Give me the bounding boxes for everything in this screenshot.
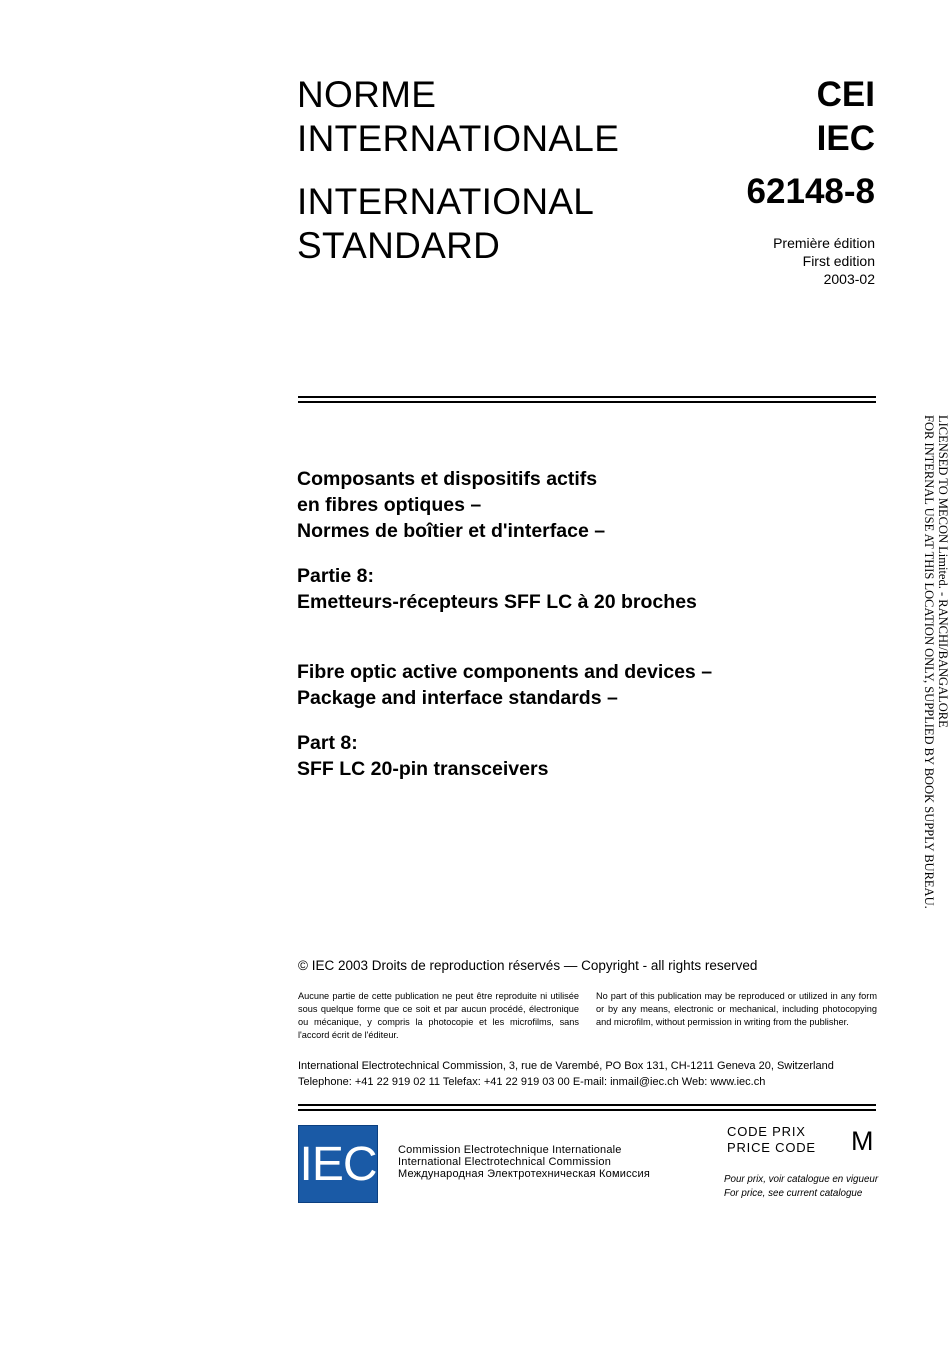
code-iec: IEC [816, 119, 875, 158]
price-code-value: M [851, 1126, 874, 1156]
subject-en-part-title: SFF LC 20-pin transceivers [297, 758, 549, 780]
subject-fr-line1: Composants et dispositifs actifs [297, 468, 598, 490]
license-stamp [922, 415, 950, 909]
copyright-notice-fr: Aucune partie de cette publication ne peut être reproduite ni utilisée sous quelque forme que ce soit et par aucun procédé, électronique ou mécanique, y compris la photocopie et les microfilms, sans l'accord écrit de l'éditeur. [298, 991, 579, 1040]
subject-fr-line2: en fibres optiques – [297, 494, 482, 516]
copyright-line: © IEC 2003 Droits de reproduction réservés — Copyright - all rights reserved [298, 958, 758, 973]
title-en-line2: STANDARD [297, 225, 501, 266]
title-en-line1: INTERNATIONAL [297, 181, 595, 222]
price-code-label-fr: CODE PRIX [727, 1124, 806, 1139]
title-fr-line1: NORME [297, 74, 437, 115]
subject-en-line2: Package and interface standards – [297, 687, 618, 709]
top-rule-upper [298, 396, 876, 398]
edition-date: 2003-02 [823, 271, 875, 287]
commission-name-fr: Commission Electrotechnique Internationale [398, 1144, 622, 1156]
subject-fr-part-title: Emetteurs-récepteurs SFF LC à 20 broches [297, 591, 697, 613]
license-stamp-line2: FOR INTERNAL USE AT THIS LOCATION ONLY, SUPPLIED BY BOOK SUPPLY BUREAU. [922, 415, 936, 909]
address-line1: International Electrotechnical Commission, 3, rue de Varembé, PO Box 131, CH-1211 Geneva 20, Switzerland [298, 1060, 834, 1072]
edition-en: First edition [802, 253, 875, 269]
bottom-rule-lower [298, 1109, 876, 1111]
address-line2: Telephone: +41 22 919 02 11 Telefax: +41 22 919 03 00 E-mail: inmail@iec.ch Web: www.iec.ch [298, 1076, 766, 1088]
price-code-label-en: PRICE CODE [727, 1140, 816, 1155]
iec-logo [298, 1125, 378, 1203]
subject-fr-part-label: Partie 8: [297, 565, 374, 587]
commission-name-ru: Международная Электротехническая Комиссия [398, 1168, 650, 1180]
copyright-notice-en: No part of this publication may be reproduced or utilized in any form or by any means, electronic or mechanical, including photocopying and microfilm, without permission in writing from the publisher. [596, 991, 877, 1027]
code-cei: CEI [816, 75, 875, 114]
price-note-fr: Pour prix, voir catalogue en vigueur [724, 1174, 879, 1185]
iec-logo-text: IEC [299, 1137, 377, 1191]
bottom-rule-upper [298, 1104, 876, 1106]
subject-fr-line3: Normes de boîtier et d'interface – [297, 520, 606, 542]
top-rule-lower [298, 401, 876, 403]
commission-name-en: International Electrotechnical Commission [398, 1156, 612, 1168]
subject-en-line1: Fibre optic active components and devices – [297, 661, 713, 683]
price-note-en: For price, see current catalogue [724, 1188, 863, 1199]
subject-en-part-label: Part 8: [297, 732, 358, 754]
title-fr-line2: INTERNATIONALE [297, 118, 620, 159]
license-stamp-line1: LICENSED TO MECON Limited. - RANCHI/BANGALORE [936, 415, 950, 728]
standard-number: 62148-8 [746, 172, 875, 211]
edition-fr: Première édition [773, 235, 875, 251]
